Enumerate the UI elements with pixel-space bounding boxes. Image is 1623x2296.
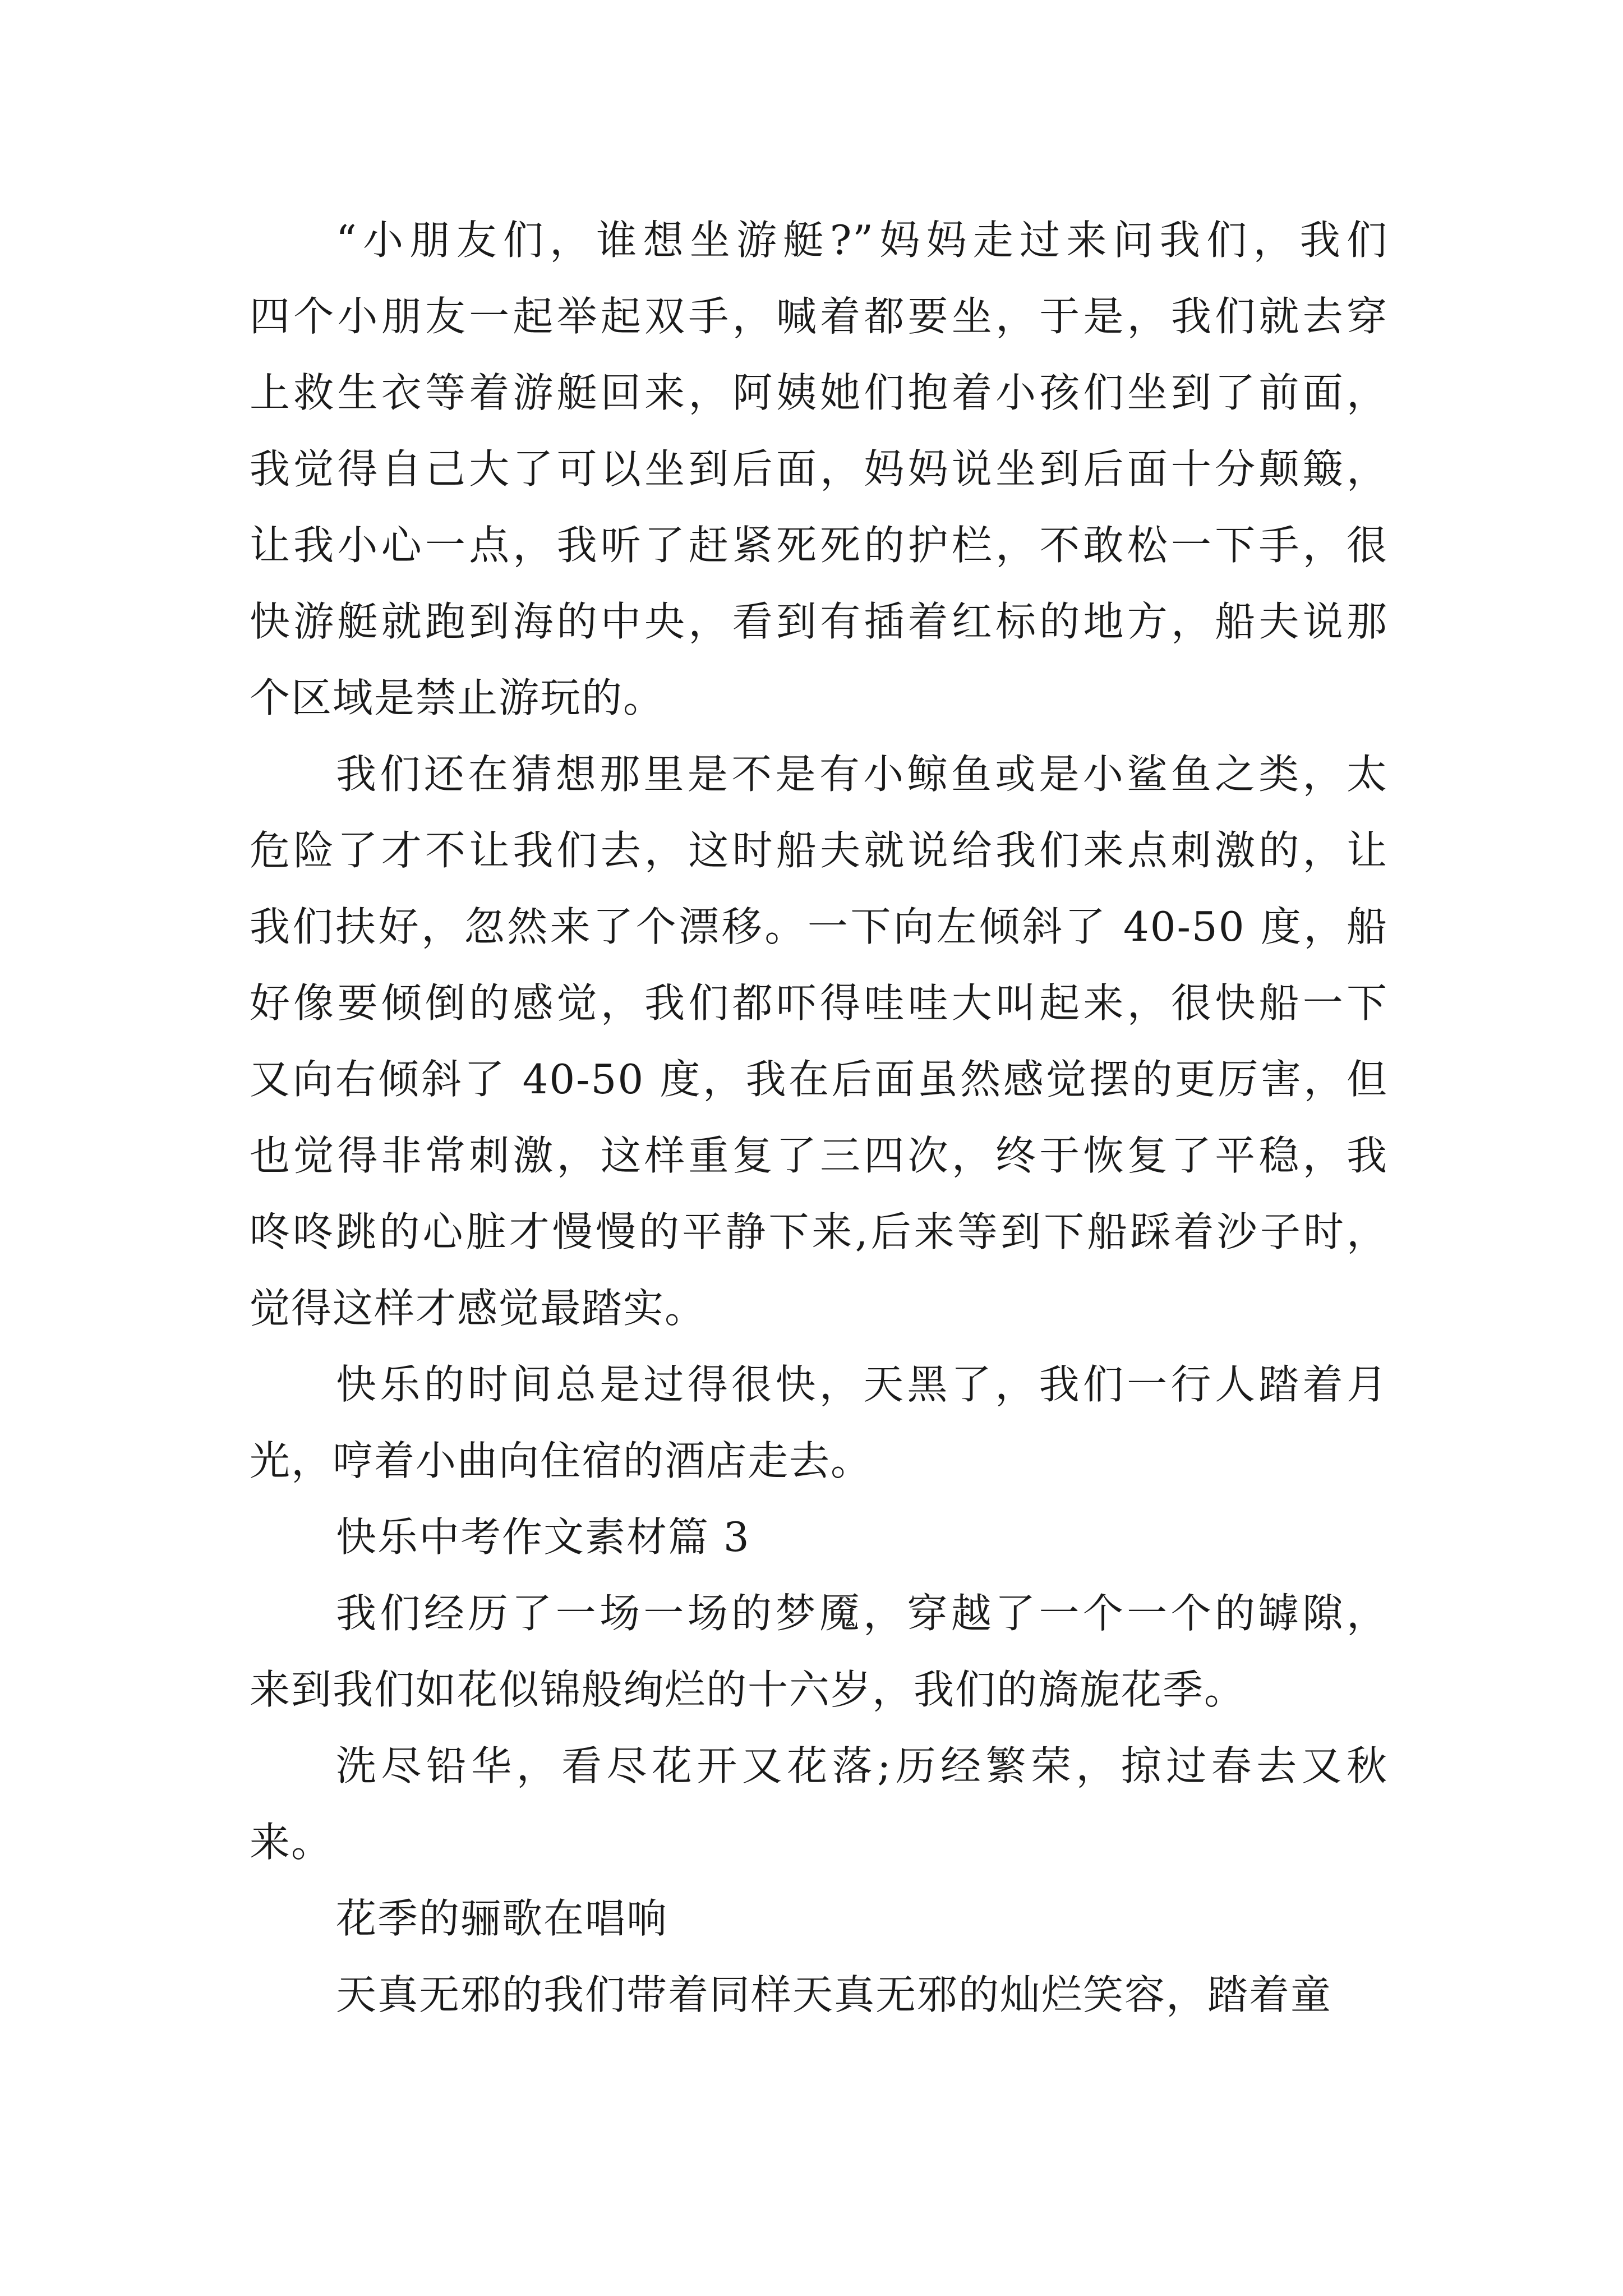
text-line: 觉得这样才感觉最踏实。: [250, 1285, 707, 1332]
paragraph: [250, 736, 1388, 1346]
text-line: 快乐中考作文素材篇 3: [336, 1513, 750, 1561]
text-line: 来到我们如花似锦般绚烂的十六岁，我们的旖旎花季。: [250, 1666, 1246, 1713]
paragraph: [250, 1880, 1388, 1957]
paragraph: [250, 202, 1388, 736]
text-line: 光，哼着小曲向住宿的酒店走去。: [250, 1437, 873, 1484]
text-line: “小朋友们，谁想坐游艇?”妈妈走过来问我们，我们: [336, 217, 1388, 264]
text-line: 我们还在猜想那里是不是有小鲸鱼或是小鲨鱼之类，太: [336, 751, 1388, 798]
text-line: 咚咚跳的心脏才慢慢的平静下来,后来等到下船踩着沙子时，: [250, 1208, 1388, 1255]
body-text: [250, 202, 1388, 2033]
text-line: 我觉得自己大了可以坐到后面，妈妈说坐到后面十分颠簸，: [250, 445, 1388, 493]
text-line: 个区域是禁止游玩的。: [250, 674, 665, 721]
text-line: 天真无邪的我们带着同样天真无邪的灿烂笑容，踏着童: [336, 1971, 1332, 2018]
paragraph: [250, 1957, 1388, 2033]
text-line: 又向右倾斜了 40-50 度，我在后面虽然感觉摆的更厉害，但: [250, 1056, 1388, 1103]
text-line: 好像要倾倒的感觉，我们都吓得哇哇大叫起来，很快船一下: [250, 979, 1388, 1027]
paragraph: [250, 1575, 1388, 1728]
paragraph: [250, 1346, 1388, 1499]
text-line: 危险了才不让我们去，这时船夫就说给我们来点刺激的，让: [250, 827, 1388, 874]
text-line: 也觉得非常刺激，这样重复了三四次，终于恢复了平稳，我: [250, 1132, 1388, 1179]
text-line: 我们经历了一场一场的梦魇，穿越了一个一个的罅隙，: [336, 1590, 1388, 1637]
text-line: 来。: [250, 1819, 333, 1866]
text-line: 快游艇就跑到海的中央，看到有插着红标的地方，船夫说那: [250, 598, 1388, 645]
text-line: 洗尽铅华，看尽花开又花落;历经繁荣，掠过春去又秋: [336, 1742, 1388, 1789]
text-line: 花季的骊歌在唱响: [336, 1895, 668, 1942]
text-line: 上救生衣等着游艇回来，阿姨她们抱着小孩们坐到了前面，: [250, 369, 1388, 416]
text-line: 四个小朋友一起举起双手，喊着都要坐，于是，我们就去穿: [250, 293, 1388, 340]
text-line: 让我小心一点，我听了赶紧死死的护栏，不敢松一下手，很: [250, 522, 1388, 569]
text-line: 我们扶好，忽然来了个漂移。一下向左倾斜了 40-50 度，船: [250, 903, 1388, 950]
paragraph: [250, 1499, 1388, 1575]
paragraph: [250, 1728, 1388, 1880]
text-line: 快乐的时间总是过得很快，天黑了，我们一行人踏着月: [336, 1361, 1388, 1408]
